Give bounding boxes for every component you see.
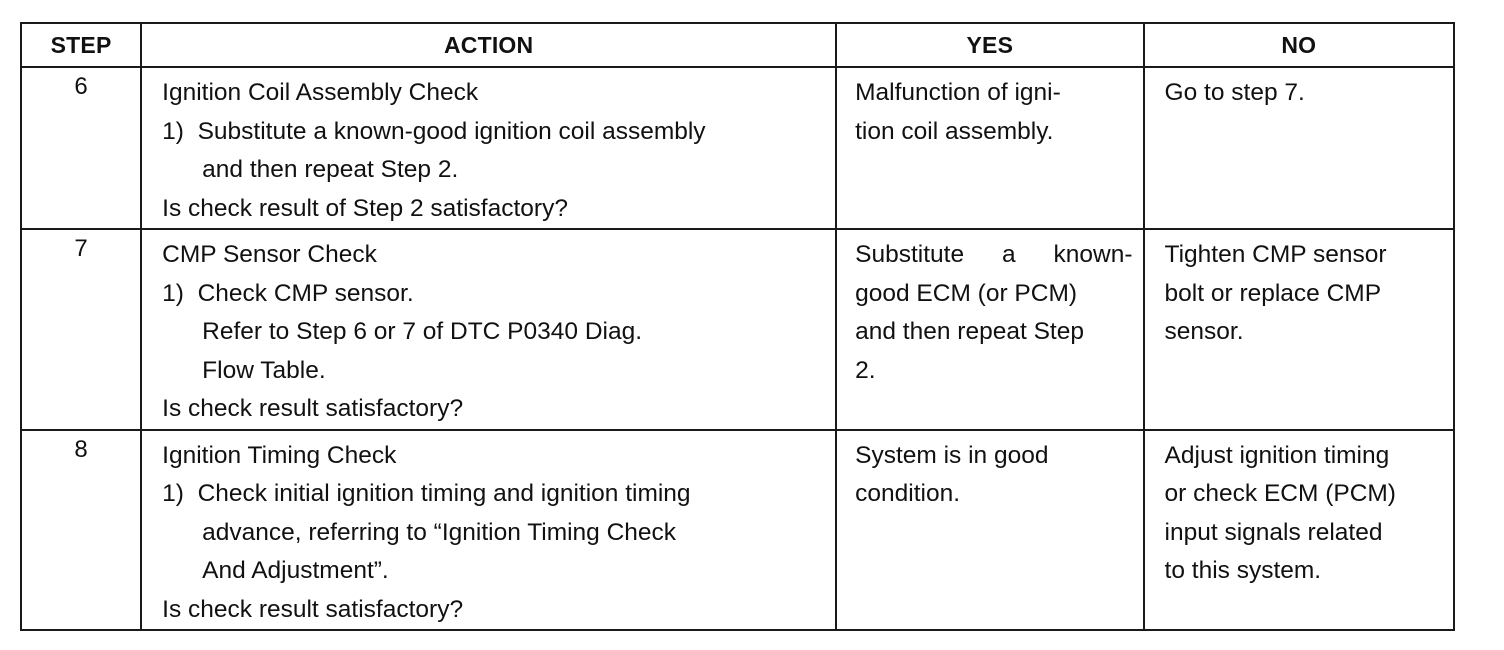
table-row — [21, 67, 1454, 229]
no-cell — [1144, 229, 1454, 430]
yes-text: and then repeat Step — [855, 318, 1084, 345]
no-cell — [1144, 67, 1454, 229]
table-row — [21, 229, 1454, 430]
action-question: Is check result satisfactory? — [162, 595, 464, 623]
action-cell — [141, 229, 836, 430]
header-step: STEP — [21, 23, 141, 67]
action-question: Is check result of Step 2 satisfactory? — [162, 194, 568, 222]
substep-text: And Adjustment”. — [202, 557, 389, 584]
header-row — [21, 23, 1454, 67]
no-text: bolt or replace CMP — [1164, 279, 1382, 307]
no-text: Go to step 7. — [1164, 79, 1305, 106]
yes-cell — [836, 430, 1143, 631]
substep-text: advance, referring to “Ignition Timing Check — [202, 518, 677, 546]
action-title: Ignition Coil Assembly Check — [162, 79, 479, 106]
no-text: or check ECM (PCM) — [1164, 480, 1396, 507]
substep-text: Flow Table. — [202, 356, 326, 384]
action-cell — [141, 67, 836, 229]
no-cell — [1144, 430, 1454, 631]
header-yes: YES — [836, 23, 1143, 67]
header-action: ACTION — [141, 23, 836, 67]
substep-number: 1) — [162, 117, 184, 145]
no-text: to this system. — [1164, 557, 1322, 584]
action-title: CMP Sensor Check — [162, 241, 377, 268]
action-title: Ignition Timing Check — [162, 441, 397, 469]
yes-text: Malfunction of igni- — [855, 79, 1061, 106]
table-row — [21, 430, 1454, 631]
no-text: sensor. — [1164, 318, 1244, 345]
substep-text: Substitute a known-good ignition coil assembly — [197, 117, 706, 145]
substep-text: Check CMP sensor. — [197, 279, 414, 307]
action-question: Is check result satisfactory? — [162, 395, 464, 422]
action-cell — [141, 430, 836, 631]
header-no: NO — [1144, 23, 1454, 67]
yes-text: tion coil assembly. — [855, 117, 1054, 145]
action-substep — [162, 113, 827, 152]
substep-number: 1) — [162, 480, 184, 507]
no-text: Adjust ignition timing — [1164, 441, 1390, 469]
step-number: 6 — [21, 67, 141, 229]
yes-text: System is in good — [855, 441, 1049, 469]
substep-number: 1) — [162, 279, 184, 307]
action-substep — [162, 275, 827, 314]
no-text: input signals related — [1164, 518, 1383, 546]
yes-text: 2. — [855, 356, 876, 384]
yes-text: Substitute a known- — [855, 241, 1133, 268]
yes-cell — [836, 229, 1143, 430]
no-text: Tighten CMP sensor — [1164, 241, 1387, 268]
action-substep — [162, 475, 827, 514]
diagnostic-flow-table — [20, 22, 1455, 631]
yes-text: condition. — [855, 480, 961, 507]
substep-text: Check initial ignition timing and ignition timing — [197, 480, 691, 507]
step-number: 8 — [21, 430, 141, 631]
yes-text: good ECM (or PCM) — [855, 279, 1078, 307]
substep-text: Refer to Step 6 or 7 of DTC P0340 Diag. — [202, 318, 643, 345]
step-number: 7 — [21, 229, 141, 430]
substep-text: and then repeat Step 2. — [202, 156, 459, 183]
yes-cell — [836, 67, 1143, 229]
